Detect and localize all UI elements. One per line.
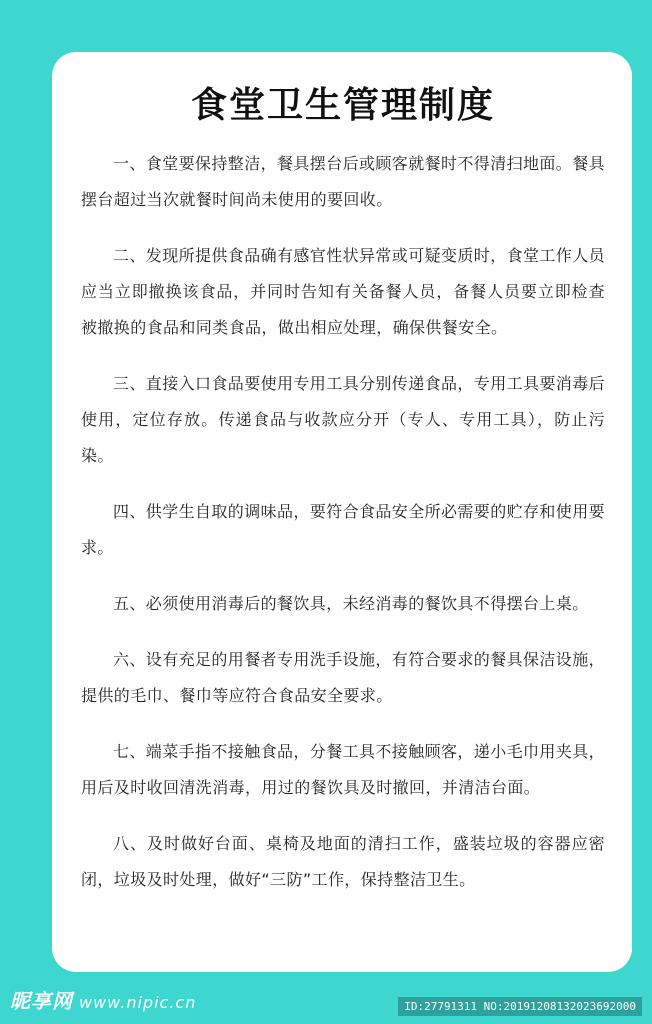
rule-2: 二、发现所提供食品确有感官性状异常或可疑变质时，食堂工作人员应当立即撤换该食品，并同时告知有关备餐人员，备餐人员要立即检查被撤换的食品和同类食品，做出相应处理，确保供餐安全。 — [81, 246, 606, 337]
rule-5: 五、必须使用消毒后的餐饮具，未经消毒的餐饮具不得摆台上桌。 — [113, 594, 589, 613]
watermark-site: www.nipic.cn — [79, 993, 197, 1012]
image-id-label: ID:27791311 NO:20191208132023692000 — [398, 997, 642, 1016]
rule-1: 一、食堂要保持整洁，餐具摆台后或顾客就餐时不得清扫地面。餐具摆台超过当次就餐时间尚未使用的要回收。 — [81, 154, 606, 209]
rule-4: 四、供学生自取的调味品，要符合食品安全所必需要的贮存和使用要求。 — [81, 502, 606, 557]
watermark-logo-text: 昵享网 — [10, 989, 73, 1013]
document-title: 食堂卫生管理制度 — [190, 85, 495, 126]
watermark-logo — [10, 985, 196, 1014]
rule-7: 七、端菜手指不接触食品，分餐工具不接触顾客，递小毛巾用夹具，用后及时收回清洗消毒，用过的餐饮具及时撤回，并清洁台面。 — [81, 742, 606, 797]
rule-6: 六、设有充足的用餐者专用洗手设施，有符合要求的餐具保洁设施，提供的毛巾、餐巾等应符合食品安全要求。 — [81, 650, 606, 705]
notice-card — [52, 52, 632, 972]
rule-8: 八、及时做好台面、桌椅及地面的清扫工作，盛装垃圾的容器应密闭，垃圾及时处理，做好“三防”工作，保持整洁卫生。 — [81, 834, 605, 889]
watermark-footer — [0, 984, 652, 1024]
rule-3: 三、直接入口食品要使用专用工具分别传递食品，专用工具要消毒后使用，定位存放。传递食品与收款应分开（专人、专用工具），防止污染。 — [81, 374, 606, 465]
